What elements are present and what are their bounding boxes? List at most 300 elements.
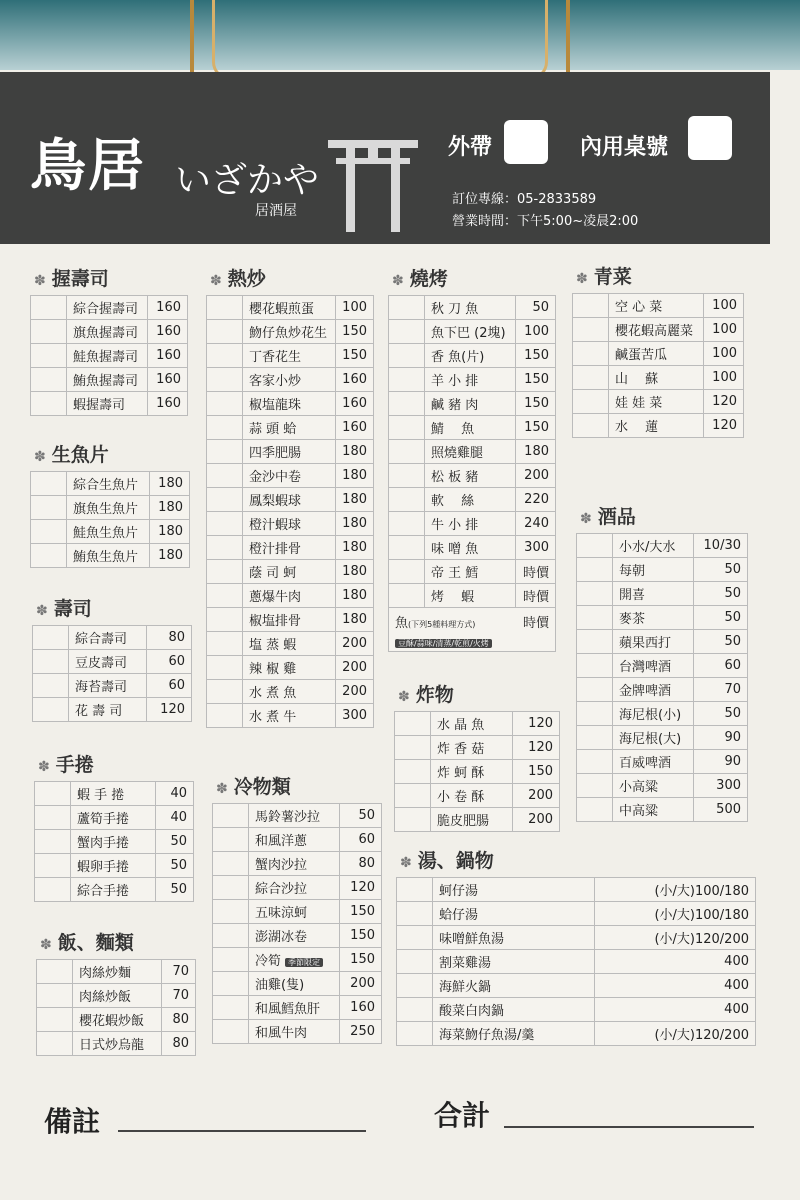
item-price: 200 <box>335 680 373 704</box>
qty-cell[interactable] <box>573 414 609 438</box>
qty-cell[interactable] <box>37 960 73 984</box>
qty-cell[interactable] <box>573 294 609 318</box>
item-name: 和風牛肉 <box>255 1026 308 1041</box>
qty-cell[interactable] <box>213 972 249 996</box>
qty-cell[interactable] <box>207 464 243 488</box>
qty-cell[interactable] <box>33 626 69 650</box>
qty-cell[interactable] <box>397 926 433 950</box>
qty-cell[interactable] <box>389 344 425 368</box>
item-name: 綜合沙拉 <box>255 882 308 897</box>
item-name-cell <box>249 972 340 996</box>
item-name: 綜合手捲 <box>77 884 130 899</box>
item-name: 照燒雞腿 <box>431 446 484 461</box>
qty-cell[interactable] <box>577 678 613 702</box>
item-name: 蘋果西打 <box>619 636 672 651</box>
qty-cell[interactable] <box>395 712 431 736</box>
item-price: 160 <box>148 392 188 416</box>
item-price: 80 <box>162 1008 196 1032</box>
qty-cell[interactable] <box>395 736 431 760</box>
item-name-cell <box>425 416 516 440</box>
section-drinks <box>576 502 748 822</box>
qty-cell[interactable] <box>213 1020 249 1044</box>
takeout-label: 外帶 <box>448 135 493 160</box>
item-price: (小/大)120/200 <box>595 1022 756 1046</box>
qty-cell[interactable] <box>207 512 243 536</box>
item-name-cell <box>249 996 340 1020</box>
item-name-cell <box>243 512 336 536</box>
item-price: 180 <box>335 608 373 632</box>
item-price: (小/大)100/180 <box>595 878 756 902</box>
item-name-cell <box>613 726 694 750</box>
item-price: 80 <box>339 852 381 876</box>
qty-cell[interactable] <box>389 488 425 512</box>
qty-cell[interactable] <box>207 560 243 584</box>
item-price: 80 <box>146 626 191 650</box>
item-price: 120 <box>339 876 381 900</box>
item-name: 帝 王 鱈 <box>431 566 479 581</box>
item-name: 鮭魚生魚片 <box>73 526 139 541</box>
qty-cell[interactable] <box>207 320 243 344</box>
item-price: 40 <box>155 806 193 830</box>
item-name-cell <box>613 750 694 774</box>
item-name-cell <box>425 368 516 392</box>
menu-item-row <box>213 876 382 900</box>
item-price: 200 <box>512 808 559 832</box>
section-title: 熱炒 <box>227 268 266 290</box>
qty-cell[interactable] <box>31 320 67 344</box>
menu-item-row <box>395 808 560 832</box>
qty-cell[interactable] <box>213 924 249 948</box>
item-name-cell <box>67 520 150 544</box>
flower-icon: ✽ <box>400 855 412 871</box>
item-name: 金沙中卷 <box>249 470 302 485</box>
section-nigiri <box>30 264 188 416</box>
item-price: 時價 <box>515 560 555 584</box>
qty-cell[interactable] <box>207 416 243 440</box>
table-number-box[interactable] <box>688 116 732 160</box>
item-price: 60 <box>146 674 191 698</box>
item-price: 240 <box>515 512 555 536</box>
item-price: 150 <box>339 924 381 948</box>
item-price: 200 <box>335 632 373 656</box>
item-name: 蝦 手 捲 <box>77 788 125 803</box>
item-name-cell <box>71 806 156 830</box>
item-name: 蛤仔湯 <box>439 908 479 923</box>
qty-cell[interactable] <box>397 878 433 902</box>
item-name: 鹹蛋苦瓜 <box>615 348 668 363</box>
item-name-cell <box>243 392 336 416</box>
total-line[interactable] <box>504 1126 754 1128</box>
hours-label: 營業時間： <box>452 214 518 229</box>
menu-item-row <box>31 544 190 568</box>
qty-cell[interactable] <box>577 534 613 558</box>
item-price: 180 <box>149 472 189 496</box>
qty-cell[interactable] <box>35 854 71 878</box>
item-name: 塩 蒸 蝦 <box>249 638 297 653</box>
qty-cell[interactable] <box>577 798 613 822</box>
item-price: 50 <box>515 296 555 320</box>
item-name-cell <box>425 464 516 488</box>
qty-cell[interactable] <box>37 1008 73 1032</box>
item-name: 櫻花蝦高麗菜 <box>615 324 694 339</box>
menu-item-row <box>395 784 560 808</box>
hours-line <box>452 210 638 229</box>
qty-cell[interactable] <box>35 782 71 806</box>
qty-cell[interactable] <box>395 760 431 784</box>
qty-cell[interactable] <box>31 520 67 544</box>
item-price: 150 <box>515 344 555 368</box>
section-veg <box>572 262 744 438</box>
qty-cell[interactable] <box>389 584 425 608</box>
qty-cell[interactable] <box>213 804 249 828</box>
item-name-cell <box>69 674 147 698</box>
item-price: 300 <box>515 536 555 560</box>
menu-item-row <box>207 704 374 728</box>
flower-icon: ✽ <box>40 937 52 953</box>
item-price: 100 <box>704 366 744 390</box>
qty-cell[interactable] <box>31 392 67 416</box>
phone-label: 訂位專線： <box>452 192 518 207</box>
item-name-cell <box>67 496 150 520</box>
item-name-cell <box>243 536 336 560</box>
menu-item-row <box>397 974 756 998</box>
menu-item-row <box>35 782 194 806</box>
item-name: 蚵仔湯 <box>439 884 479 899</box>
item-name-cell <box>71 830 156 854</box>
item-name-cell <box>425 512 516 536</box>
item-name-cell <box>249 804 340 828</box>
menu-item-row <box>577 654 748 678</box>
qty-cell[interactable] <box>31 296 67 320</box>
qty-cell[interactable] <box>207 608 243 632</box>
item-name-cell <box>67 392 148 416</box>
takeout-checkbox[interactable] <box>504 120 548 164</box>
qty-cell[interactable] <box>207 368 243 392</box>
menu-item-row <box>35 854 194 878</box>
item-name-cell <box>243 344 336 368</box>
menu-item-row <box>33 674 192 698</box>
qty-cell[interactable] <box>397 902 433 926</box>
qty-cell[interactable] <box>37 1032 73 1056</box>
item-name: 水 煮 魚 <box>249 686 297 701</box>
item-name: 冷筍 <box>255 954 282 969</box>
qty-cell[interactable] <box>207 656 243 680</box>
logo-kana: いざかや <box>175 160 320 201</box>
item-name: 肉絲炒麵 <box>79 966 132 981</box>
menu-item-row <box>577 534 748 558</box>
qty-cell[interactable] <box>389 416 425 440</box>
remarks-label: 備註 <box>44 1105 101 1138</box>
item-price: 120 <box>512 736 559 760</box>
qty-cell[interactable] <box>577 606 613 630</box>
qty-cell[interactable] <box>577 702 613 726</box>
item-name: 豆皮壽司 <box>75 656 128 671</box>
item-name-cell <box>67 544 150 568</box>
item-name-cell <box>425 560 516 584</box>
qty-cell[interactable] <box>33 674 69 698</box>
item-name: 和風洋蔥 <box>255 834 308 849</box>
menu-item-row <box>577 678 748 702</box>
qty-cell[interactable] <box>389 368 425 392</box>
item-name-cell <box>433 902 595 926</box>
menu-item-row <box>213 900 382 924</box>
item-name-cell <box>73 984 162 1008</box>
qty-cell[interactable] <box>207 488 243 512</box>
item-name-cell <box>243 656 336 680</box>
qty-cell[interactable] <box>389 512 425 536</box>
item-name-cell <box>71 878 156 902</box>
item-name-cell <box>425 296 516 320</box>
menu-item-row <box>207 584 374 608</box>
qty-cell[interactable] <box>207 632 243 656</box>
menu-item-row <box>389 536 556 560</box>
item-name: 水 晶 魚 <box>437 718 485 733</box>
item-name: 四季肥腸 <box>249 446 302 461</box>
qty-cell[interactable] <box>207 392 243 416</box>
menu-item-row <box>389 368 556 392</box>
item-price: 160 <box>148 368 188 392</box>
menu-item-row <box>31 472 190 496</box>
item-name: 鯖 魚 <box>431 422 475 437</box>
qty-cell[interactable] <box>577 630 613 654</box>
qty-cell[interactable] <box>207 680 243 704</box>
item-price: 160 <box>339 996 381 1020</box>
qty-cell[interactable] <box>213 948 249 972</box>
qty-cell[interactable] <box>207 440 243 464</box>
qty-cell[interactable] <box>213 876 249 900</box>
qty-cell[interactable] <box>389 296 425 320</box>
qty-cell[interactable] <box>31 496 67 520</box>
item-name: 蟹肉沙拉 <box>255 858 308 873</box>
qty-cell[interactable] <box>577 558 613 582</box>
section-fried <box>394 680 560 832</box>
qty-cell[interactable] <box>395 784 431 808</box>
menu-item-row <box>213 996 382 1020</box>
flower-icon: ✽ <box>34 273 46 289</box>
item-name: 旗魚握壽司 <box>73 326 139 341</box>
item-price: 180 <box>335 584 373 608</box>
torii-icon <box>328 134 418 234</box>
qty-cell[interactable] <box>389 320 425 344</box>
menu-item-row <box>577 606 748 630</box>
item-name-cell <box>613 774 694 798</box>
item-price: 150 <box>515 368 555 392</box>
section-rice <box>36 928 196 1056</box>
item-name-cell <box>425 488 516 512</box>
flower-icon: ✽ <box>36 603 48 619</box>
item-name: 台灣啤酒 <box>619 660 672 675</box>
item-name: 蘆筍手捲 <box>77 812 130 827</box>
qty-cell[interactable] <box>31 368 67 392</box>
item-price: 50 <box>155 878 193 902</box>
item-name-cell <box>71 854 156 878</box>
item-price: 150 <box>339 900 381 924</box>
section-stirfry <box>206 264 374 728</box>
qty-cell[interactable] <box>389 440 425 464</box>
item-name-cell <box>67 472 150 496</box>
flower-icon: ✽ <box>34 449 46 465</box>
qty-cell[interactable] <box>397 950 433 974</box>
menu-item-row <box>577 750 748 774</box>
qty-cell[interactable] <box>207 584 243 608</box>
item-name: 割菜雞湯 <box>439 956 492 971</box>
item-name: 蔭 司 蚵 <box>249 566 297 581</box>
menu-item-row <box>33 698 192 722</box>
section-title: 生魚片 <box>51 444 109 466</box>
qty-cell[interactable] <box>33 650 69 674</box>
qty-cell[interactable] <box>397 998 433 1022</box>
qty-cell[interactable] <box>573 318 609 342</box>
item-name-cell <box>243 488 336 512</box>
qty-cell[interactable] <box>577 582 613 606</box>
qty-cell[interactable] <box>389 464 425 488</box>
item-price: 50 <box>693 558 747 582</box>
item-price: 300 <box>335 704 373 728</box>
qty-cell[interactable] <box>577 726 613 750</box>
item-price: 220 <box>515 488 555 512</box>
item-name: 海尼根(小) <box>619 708 682 723</box>
qty-cell[interactable] <box>397 974 433 998</box>
phone-number: 05-2833589 <box>517 192 597 207</box>
qty-cell[interactable] <box>207 296 243 320</box>
item-price: 400 <box>595 950 756 974</box>
qty-cell[interactable] <box>389 560 425 584</box>
item-name: 日式炒烏龍 <box>79 1038 145 1053</box>
item-name: 海尼根(大) <box>619 732 682 747</box>
qty-cell[interactable] <box>573 366 609 390</box>
item-price: 50 <box>693 606 747 630</box>
flower-icon: ✽ <box>38 759 50 775</box>
item-name-cell <box>249 852 340 876</box>
item-name: 海菜魩仔魚湯/羹 <box>439 1028 535 1043</box>
qty-cell[interactable] <box>573 390 609 414</box>
qty-cell[interactable] <box>213 996 249 1020</box>
item-price: 10/30 <box>693 534 747 558</box>
qty-cell[interactable] <box>37 984 73 1008</box>
item-name: 蟹肉手捲 <box>77 836 130 851</box>
section-title: 壽司 <box>53 598 92 620</box>
section-title: 冷物類 <box>233 776 291 798</box>
item-name: 蒜 頭 蛤 <box>249 422 297 437</box>
menu-item-row <box>213 804 382 828</box>
qty-cell[interactable] <box>35 878 71 902</box>
menu-item-row <box>397 1022 756 1046</box>
item-price: 200 <box>512 784 559 808</box>
item-price: 300 <box>693 774 747 798</box>
item-price: 180 <box>335 512 373 536</box>
item-name-cell <box>243 584 336 608</box>
menu-item-row <box>573 294 744 318</box>
phone-line <box>452 188 596 207</box>
fish-option-row <box>388 608 556 652</box>
qty-cell[interactable] <box>31 544 67 568</box>
qty-cell[interactable] <box>31 472 67 496</box>
item-name: 客家小炒 <box>249 374 302 389</box>
qty-cell[interactable] <box>35 830 71 854</box>
qty-cell[interactable] <box>213 828 249 852</box>
item-name: 香 魚(片) <box>431 350 485 365</box>
flower-icon: ✽ <box>580 511 592 527</box>
qty-cell[interactable] <box>389 392 425 416</box>
item-name-cell <box>243 608 336 632</box>
item-price: 150 <box>339 948 381 972</box>
qty-cell[interactable] <box>397 1022 433 1046</box>
item-name-cell <box>243 296 336 320</box>
qty-cell[interactable] <box>207 704 243 728</box>
qty-cell[interactable] <box>577 750 613 774</box>
item-name: 鹹 豬 肉 <box>431 398 479 413</box>
item-name: 烤 蝦 <box>431 590 475 605</box>
item-price: 60 <box>146 650 191 674</box>
item-name-cell <box>613 630 694 654</box>
item-name: 脆皮肥腸 <box>437 814 490 829</box>
seasonal-badge: 季節限定 <box>285 958 323 967</box>
item-name: 炸 蚵 酥 <box>437 766 485 781</box>
item-price: 160 <box>335 416 373 440</box>
qty-cell[interactable] <box>577 774 613 798</box>
qty-cell[interactable] <box>573 342 609 366</box>
menu-item-row <box>389 560 556 584</box>
item-name: 中高粱 <box>619 804 659 819</box>
menu-item-row <box>207 560 374 584</box>
menu-item-row <box>389 392 556 416</box>
item-name-cell <box>609 366 704 390</box>
item-name-cell <box>243 416 336 440</box>
item-name: 綜合生魚片 <box>73 478 139 493</box>
qty-cell[interactable] <box>395 808 431 832</box>
qty-cell[interactable] <box>35 806 71 830</box>
qty-cell[interactable] <box>207 536 243 560</box>
menu-item-row <box>37 1008 196 1032</box>
item-name-cell <box>73 960 162 984</box>
item-name: 麥茶 <box>619 612 646 627</box>
item-name-cell <box>433 1022 595 1046</box>
item-name: 綜合握壽司 <box>73 302 139 317</box>
menu-item-row <box>213 1020 382 1044</box>
item-price: 500 <box>693 798 747 822</box>
item-name-cell <box>613 606 694 630</box>
total-label: 合計 <box>434 1099 491 1132</box>
menu-item-row <box>397 878 756 902</box>
menu-item-row <box>395 712 560 736</box>
menu-item-row <box>577 702 748 726</box>
qty-cell[interactable] <box>207 344 243 368</box>
item-price: 50 <box>693 630 747 654</box>
item-name-cell <box>249 948 340 972</box>
section-sushi <box>32 594 192 722</box>
menu-item-row <box>213 972 382 996</box>
qty-cell[interactable] <box>213 852 249 876</box>
item-name: 炸 香 菇 <box>437 742 485 757</box>
qty-cell[interactable] <box>33 698 69 722</box>
qty-cell[interactable] <box>389 536 425 560</box>
menu-item-row <box>389 344 556 368</box>
fish-note: (下列5種料理方式) <box>408 620 476 629</box>
section-handroll <box>34 750 194 902</box>
menu-item-row <box>395 736 560 760</box>
remarks-line[interactable] <box>118 1130 366 1132</box>
menu-item-row <box>207 488 374 512</box>
item-price: 70 <box>162 984 196 1008</box>
fish-price: 時價 <box>522 616 549 631</box>
menu-item-row <box>395 760 560 784</box>
logo-subtitle: 居酒屋 <box>255 203 297 219</box>
qty-cell[interactable] <box>577 654 613 678</box>
qty-cell[interactable] <box>31 344 67 368</box>
item-name-cell <box>425 320 516 344</box>
flower-icon: ✽ <box>576 271 588 287</box>
qty-cell[interactable] <box>213 900 249 924</box>
